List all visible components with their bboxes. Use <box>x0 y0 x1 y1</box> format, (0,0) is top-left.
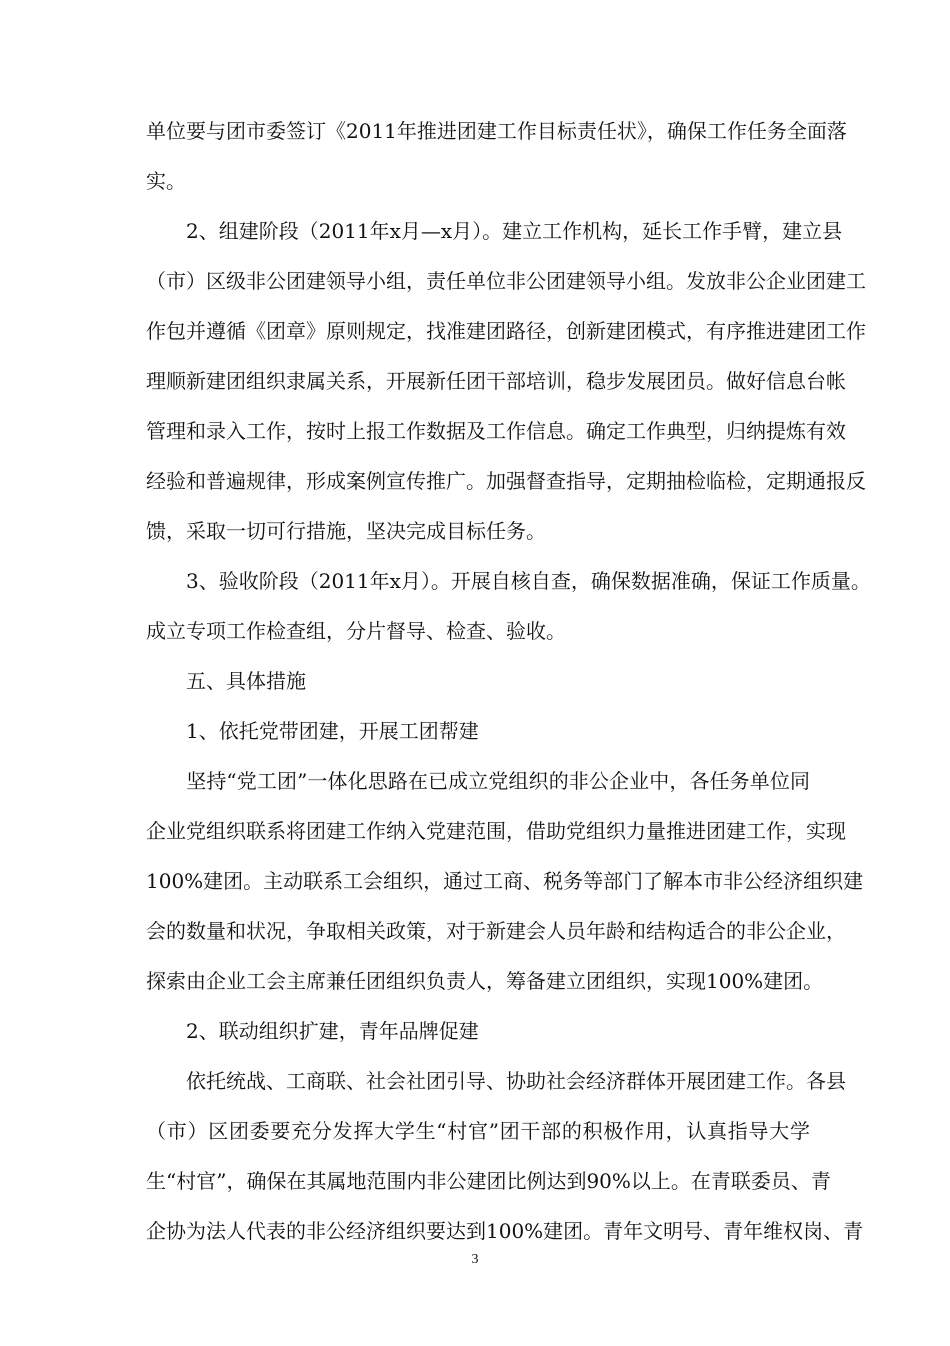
text-line: 3、验收阶段（2011年x月）。开展自核自查，确保数据准确，保证工作质量。 <box>146 569 871 593</box>
text-line: 依托统战、工商联、社会社团引导、协助社会经济群体开展团建工作。各县 <box>146 1069 846 1093</box>
text-line: 管理和录入工作，按时上报工作数据及工作信息。确定工作典型，归纳提炼有效 <box>146 419 846 443</box>
text-line: 实。 <box>146 169 186 193</box>
text-line: 100%建团。主动联系工会组织，通过工商、税务等部门了解本市非公经济组织建 <box>146 869 864 893</box>
text-line: 生“村官”，确保在其属地范围内非公建团比例达到90%以上。在青联委员、青 <box>146 1169 831 1193</box>
text-line: 企业党组织联系将团建工作纳入党建范围，借助党组织力量推进团建工作，实现 <box>146 819 846 843</box>
text-line: 成立专项工作检查组，分片督导、检查、验收。 <box>146 619 566 643</box>
text-line: 坚持“党工团”一体化思路在已成立党组织的非公企业中，各任务单位同 <box>146 769 810 793</box>
subsection-heading: 1、依托党带团建，开展工团帮建 <box>146 719 479 743</box>
section-heading: 五、具体措施 <box>146 669 306 693</box>
page-number: 3 <box>471 1252 479 1267</box>
text-line: 2、组建阶段（2011年x月—x月）。建立工作机构，延长工作手臂，建立县 <box>146 219 843 243</box>
text-line: （市）区级非公团建领导小组，责任单位非公团建领导小组。发放非公企业团建工 <box>146 269 866 293</box>
text-line: 馈，采取一切可行措施，坚决完成目标任务。 <box>146 519 546 543</box>
subsection-heading: 2、联动组织扩建，青年品牌促建 <box>146 1019 479 1043</box>
text-line: 作包并遵循《团章》原则规定，找准建团路径，创新建团模式，有序推进建团工作 <box>146 319 866 343</box>
text-line: 理顺新建团组织隶属关系，开展新任团干部培训，稳步发展团员。做好信息台帐 <box>146 369 846 393</box>
text-line: （市）区团委要充分发挥大学生“村官”团干部的积极作用，认真指导大学 <box>146 1119 810 1143</box>
text-line: 经验和普遍规律，形成案例宣传推广。加强督查指导，定期抽检临检，定期通报反 <box>146 469 866 493</box>
text-line: 会的数量和状况，争取相关政策，对于新建会人员年龄和结构适合的非公企业， <box>146 919 846 943</box>
text-line: 探索由企业工会主席兼任团组织负责人，筹备建立团组织，实现100%建团。 <box>146 969 824 993</box>
text-line: 企协为法人代表的非公经济组织要达到100%建团。青年文明号、青年维权岗、青 <box>146 1219 864 1243</box>
text-line: 单位要与团市委签订《2011年推进团建工作目标责任状》，确保工作任务全面落 <box>146 119 847 143</box>
